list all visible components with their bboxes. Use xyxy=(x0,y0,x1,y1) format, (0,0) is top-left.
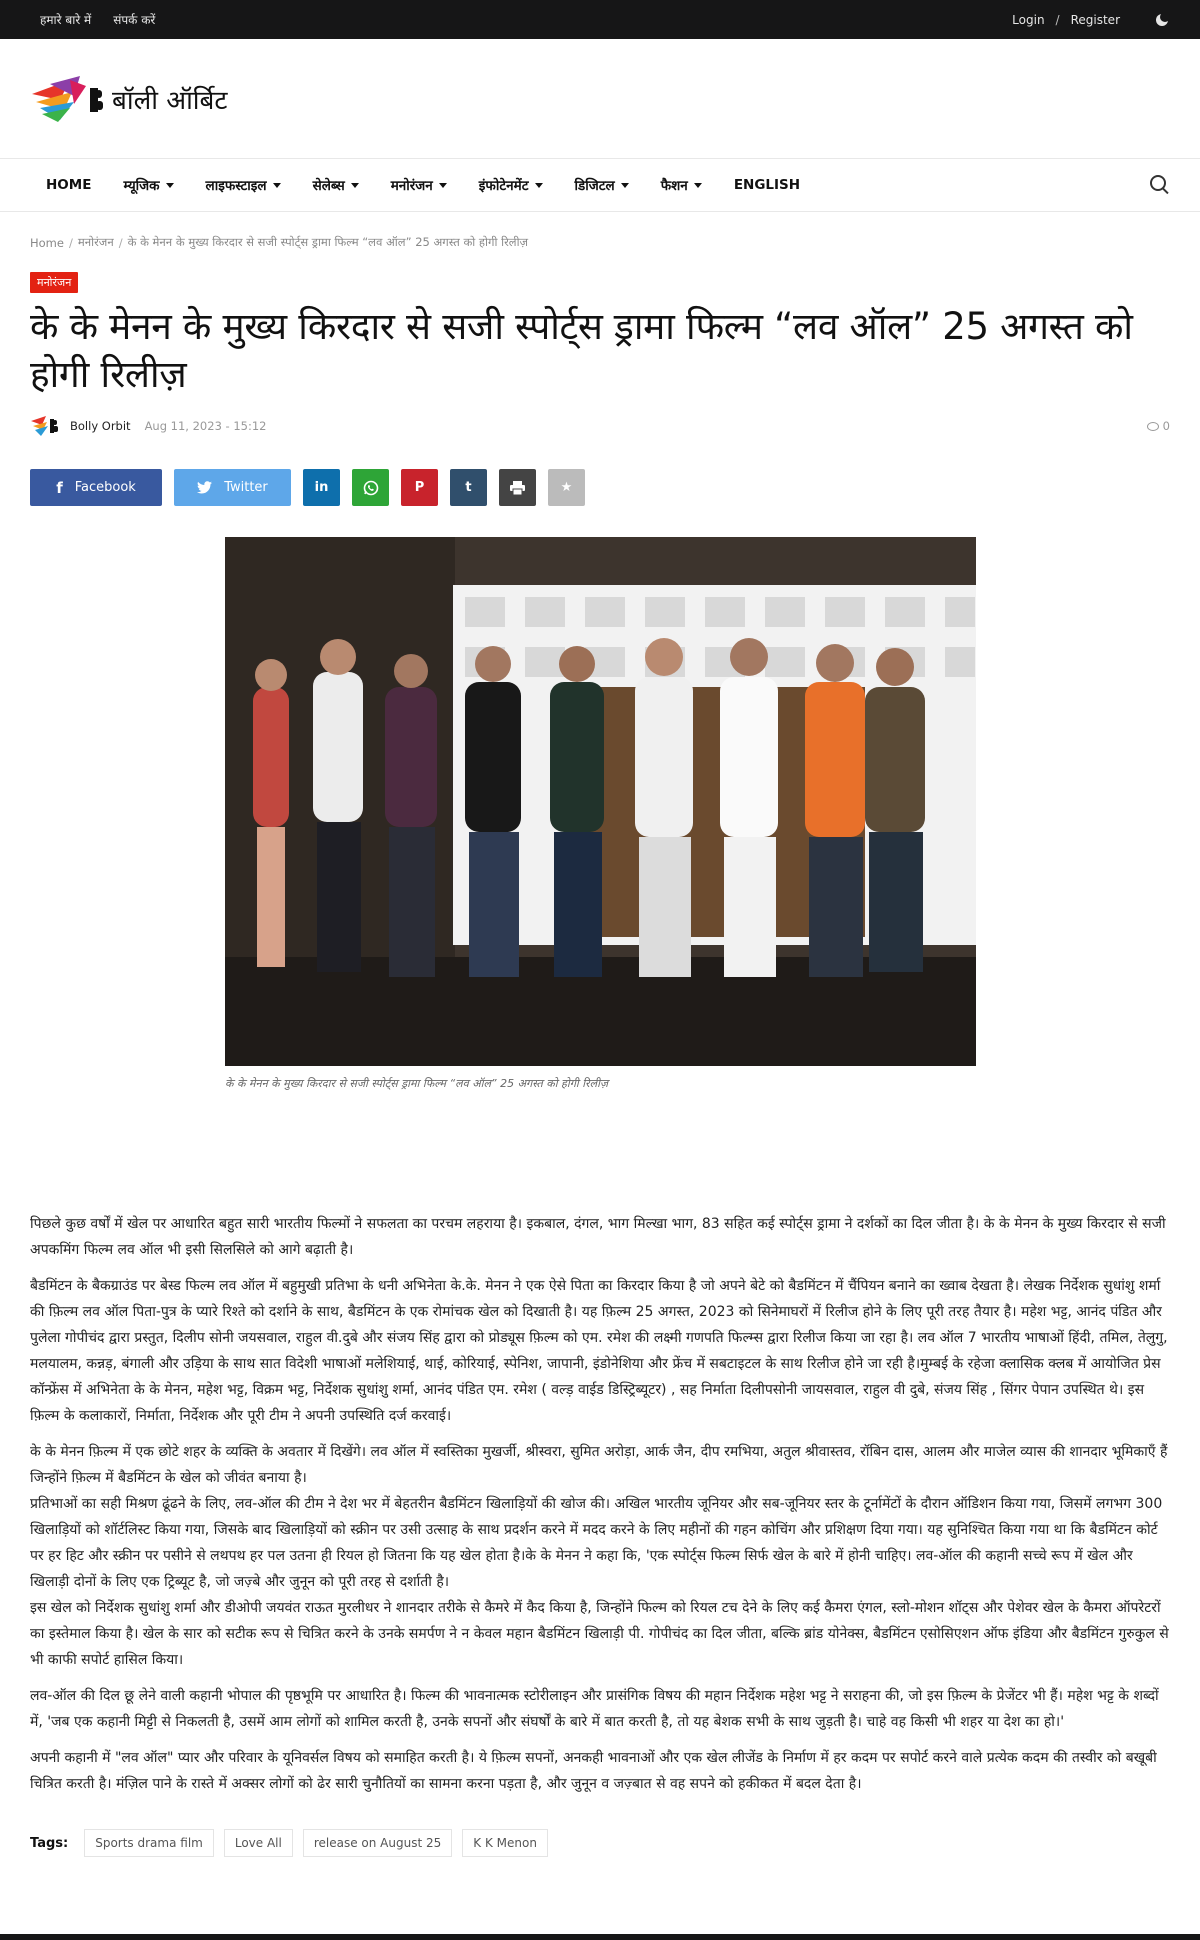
article-figure xyxy=(225,537,976,1091)
nav-item[interactable] xyxy=(391,176,447,194)
search-icon[interactable] xyxy=(1150,175,1170,195)
share-tumblr-button[interactable] xyxy=(450,469,487,506)
author-name[interactable]: Bolly Orbit xyxy=(70,419,131,433)
site-header xyxy=(0,39,1200,159)
image-caption: के के मेनन के मुख्य किरदार से सजी स्पोर्ट्स ड्रामा फिल्म “लव ऑल” 25 अगस्त को होगी रिलीज़ xyxy=(225,1077,609,1090)
article-paragraph: पिछले कुछ वर्षों में खेल पर आधारित बहुत सारी भारतीय फिल्मों ने सफलता का परचम लहराया है। इकबाल, दंगल, भाग मिल्खा भाग, 83 सहित कई स्पोर्ट्स ड्रामा ने दर्शकों का दिल जीता है। के के मेनन के मुख्य किरदार से सजी अपकमिंग फिल्म लव ऑल भी इसी सिलसिले को आगे बढ़ाती है। xyxy=(30,1216,1166,1258)
top-bar xyxy=(0,0,1200,39)
top-bar-links xyxy=(40,11,177,28)
main-nav xyxy=(0,159,1200,212)
share-twitter-button[interactable] xyxy=(174,469,291,506)
nav-item-label: ENGLISH xyxy=(733,177,801,193)
tag-link[interactable]: Sports drama film xyxy=(84,1829,214,1857)
article-container xyxy=(0,235,1200,1857)
chevron-down-icon xyxy=(273,183,281,188)
breadcrumb-separator: / xyxy=(68,235,73,250)
publish-date: Aug 11, 2023 - 15:12 xyxy=(144,419,267,433)
article-paragraph: बैडमिंटन के बैकग्राउंड पर बेस्ड फिल्म लव ऑल में बहुमुखी प्रतिभा के धनी अभिनेता के.के. मेनन ने एक ऐसे पिता का किरदार किया है जो अपने बेटे को बैडमिंटन में चैंपियन बनाने का ख्वाब देखता है। लेखक निर्देशक सुधांशु शर्मा की फ़िल्म लव ऑल पिता-पुत्र के प्यारे रिश्ते को दर्शाने के साथ, बैडमिंटन के एक रोमांचक खेल को दिखाती है। यह फ़िल्म 25 अगस्त, 2023 को सिनेमाघरों में रिलीज होने के लिए पूरी तरह तैयार है। महेश भट्ट, आनंद पंडित और पुलेला गोपीचंद द्वारा प्रस्तुत, दिलीप सोनी जयसवाल, राहुल वी.दुबे और संजय सिंह द्वारा को प्रोड्यूस फ़िल्म को एम. रमेश की लक्ष्मी गणपति फिल्म्स द्वारा रिलीज किया जा रहा है। लव ऑल 7 भारतीय भाषाओं हिंदी, तमिल, तेलुगु, मलयालम, कन्नड़, बंगाली और उड़िया के साथ सात विदेशी भाषाओं मलेशियाई, थाई, कोरियाई, स्पेनिश, जापानी, इंडोनेशिया और फ्रेंच में सबटाइटल के साथ रिलीज होने जा रही है।मुम्बई के रहेजा क्लासिक क्लब में आयोजित प्रेस कॉन्फ्रेंस में अभिनेता के के मेनन, महेश भट्ट, विक्रम भट्ट, निर्देशक सुधांशु शर्मा, आनंद पंडित एम. रमेश ( वल्ड़ वाईड डिस्ट्रिब्यूटर) , सह निर्माता दिलीपसोनी जायसवाल, राहुल वी दुबे, संजय सिंह , सिंगर पेपान उपस्थित थे। इस फ़िल्म के कलाकारों, निर्माता, निर्देशक और पूरी टीम ने अपनी उपस्थिति दर्ज करवाई। xyxy=(30,1278,1168,1424)
tag-link[interactable]: Love All xyxy=(224,1829,293,1857)
nav-item-label: HOME xyxy=(46,177,92,193)
logo-bird-icon xyxy=(30,74,110,124)
share-pinterest-button[interactable] xyxy=(401,469,438,506)
logo-text: बॉली ऑर्बिट xyxy=(112,85,228,116)
nav-item[interactable] xyxy=(46,177,91,193)
site-logo[interactable] xyxy=(30,74,228,124)
article-paragraph: इस खेल को निर्देशक सुधांशु शर्मा और डीओपी जयवंत राऊत मुरलीधर ने शानदार तरीके से कैमरे में कैद किया है, जिन्होंने फिल्म को रियल टच देने के लिए कई कैमरा एंगल, स्लो-मोशन शॉट्स और पेशेवर खेल के कैमरा ऑपरेटरों का इस्तेमाल किया है। खेल के सार को सटीक रूप से चित्रित करने के उनके समर्पण ने न केवल महान बैडमिंटन खिलाड़ी पी. गोपीचंद का दिल जीता, बल्कि ब्रांड योनेक्स, बैडमिंटन एसोसिएशन ऑफ इंडिया और बैडमिंटन गुरुकुल से भी काफी सपोर्ट हासिल किया। xyxy=(30,1600,1169,1668)
nav-item[interactable] xyxy=(313,176,359,194)
share-facebook-button[interactable] xyxy=(30,469,162,506)
breadcrumb-home[interactable]: Home xyxy=(30,235,64,250)
nav-item-label: डिजिटल xyxy=(574,178,615,194)
nav-item[interactable] xyxy=(734,177,800,193)
breadcrumb xyxy=(30,235,1170,250)
twitter-bird-icon xyxy=(197,481,212,494)
tags-label: Tags: xyxy=(30,1835,69,1851)
nav-item-label: मनोरंजन xyxy=(390,178,433,194)
comment-icon xyxy=(1147,422,1159,431)
tumblr-icon: t xyxy=(465,480,472,495)
article-paragraph: के के मेनन फ़िल्म में एक छोटे शहर के व्यक्ति के अवतार में दिखेंगे। लव ऑल में स्वस्तिका मुखर्जी, श्रीस्वरा, सुमित अरोड़ा, आर्क जैन, दीप रमभिया, अतुल श्रीवास्तव, रॉबिन दास, आलम और माजेल व्यास की शानदार भूमिकाएँ हैं जिन्होंने फ़िल्म में बैडमिंटन के खेल को जीवंत बनाया है। xyxy=(30,1444,1168,1486)
chevron-down-icon xyxy=(621,183,629,188)
chevron-down-icon xyxy=(694,183,702,188)
print-button[interactable] xyxy=(499,469,536,506)
article-paragraph: अपनी कहानी में "लव ऑल" प्यार और परिवार के यूनिवर्सल विषय को समाहित करती है। ये फ़िल्म सपनों, अनकही भावनाओं और एक खेल लीजेंड के निर्माण में हर कदम पर सपोर्ट करने वाले प्रत्येक कदम की तस्वीर को बखूबी चित्रित करती है। मंज़िल पाने के रास्ते में अक्सर लोगों को ढेर सारी चुनौतियों का सामना करना पड़ता है, और जुनून व जज़्बात से वह सपने को हकीकत में बदल देता है। xyxy=(30,1750,1157,1792)
whatsapp-icon xyxy=(363,480,379,496)
breadcrumb-category[interactable]: मनोरंजन xyxy=(77,235,114,249)
nav-list xyxy=(46,176,832,194)
linkedin-icon: in xyxy=(314,480,329,495)
footer-strip xyxy=(0,1934,1200,1940)
article-meta xyxy=(30,413,1170,439)
bookmark-star-button[interactable] xyxy=(548,469,585,506)
article-paragraph: प्रतिभाओं का सही मिश्रण ढूंढने के लिए, लव-ऑल की टीम ने देश भर में बेहतरीन बैडमिंटन खिलाड़ियों की खोज की। अखिल भारतीय जूनियर और सब-जूनियर स्तर के टूर्नामेंटों के दौरान ऑडिशन किया गया, जिसमें लगभग 300 खिलाड़ियों को शॉर्टलिस्ट किया गया, जिसके बाद खिलाड़ियों को स्क्रीन पर उसी उत्साह के साथ प्रदर्शन करने में मदद करने के लिए महीनों की गहन कोचिंग और प्रशिक्षण दिया गया। यह सुनिश्चित किया गया था कि बैडमिंटन कोर्ट पर हर हिट और स्क्रीन पर पसीने से लथपथ हर पल उतना ही रियल हो जितना कि यह खेल होता है।के के मेनन ने कहा कि, 'एक स्पोर्ट्स फिल्म सिर्फ खेल के बारे में होनी चाहिए। लव-ऑल की कहानी सच्चे रूप में खेल और खिलाड़ी दोनों के लिए एक ट्रिब्यूट है, जो जज़्बे और जुनून को पूरी तरह से दर्शाती है। xyxy=(30,1496,1163,1590)
tag-link[interactable]: K K Menon xyxy=(462,1829,548,1857)
chevron-down-icon xyxy=(166,183,174,188)
chevron-down-icon xyxy=(535,183,543,188)
share-buttons xyxy=(30,469,1170,506)
nav-item[interactable] xyxy=(661,176,702,194)
breadcrumb-separator: / xyxy=(118,235,123,250)
nav-item-label: फैशन xyxy=(660,178,688,194)
tags-section xyxy=(30,1829,1170,1857)
share-facebook-label: Facebook xyxy=(74,480,136,495)
top-bar-account xyxy=(1012,13,1170,27)
article-title: के के मेनन के मुख्य किरदार से सजी स्पोर्ट्स ड्रामा फिल्म “लव ऑल” 25 अगस्त को होगी रिलीज़ xyxy=(30,305,1133,396)
article-body xyxy=(30,1211,1170,1797)
breadcrumb-current: के के मेनन के मुख्य किरदार से सजी स्पोर्ट्स ड्रामा फिल्म “लव ऑल” 25 अगस्त को होगी रिलीज़ xyxy=(127,235,529,249)
nav-item[interactable] xyxy=(575,176,629,194)
contact-link[interactable]: संपर्क करें xyxy=(113,13,156,27)
comment-count-value: 0 xyxy=(1162,419,1170,433)
avatar[interactable] xyxy=(30,413,60,439)
article-paragraph: लव-ऑल की दिल छू लेने वाली कहानी भोपाल की पृष्ठभूमि पर आधारित है। फिल्म की भावनात्मक स्टोरीलाइन और प्रासंगिक विषय की महान निर्देशक महेश भट्ट ने सराहना की, जो इस फ़िल्म के प्रेजेंटर भी हैं। महेश भट्ट के शब्दों में, 'जब एक कहानी मिट्टी से निकलती है, उसमें आम लोगों को शामिल करती है, उनके सपनों और संघर्षों के बारे में बात करती है, तो यह बेशक सभी के साथ जुड़ती है। चाहे वह किसी भी शहर या देश का हो।' xyxy=(30,1688,1159,1730)
nav-item-label: म्यूजिक xyxy=(123,178,160,194)
chevron-down-icon xyxy=(439,183,447,188)
star-icon: ★ xyxy=(560,480,573,495)
featured-image[interactable] xyxy=(225,537,976,1066)
share-whatsapp-button[interactable] xyxy=(352,469,389,506)
author-info xyxy=(30,413,267,439)
login-register-separator: / xyxy=(1055,12,1060,27)
nav-item-label: सेलेब्स xyxy=(312,178,345,194)
nav-item-label: लाइफस्टाइल xyxy=(205,178,267,194)
tag-link[interactable]: release on August 25 xyxy=(303,1829,452,1857)
nav-item-label: इंफोटेनमेंट xyxy=(478,178,529,194)
dark-mode-moon-icon[interactable] xyxy=(1156,13,1170,27)
facebook-icon: f xyxy=(56,478,63,497)
printer-icon xyxy=(510,481,525,495)
login-link[interactable]: Login xyxy=(1012,12,1045,27)
about-link[interactable]: हमारे बारे में xyxy=(40,13,92,27)
share-linkedin-button[interactable] xyxy=(303,469,340,506)
nav-item[interactable] xyxy=(479,176,543,194)
pinterest-icon: P xyxy=(414,480,425,495)
category-badge[interactable]: मनोरंजन xyxy=(30,272,78,293)
nav-item[interactable] xyxy=(206,176,281,194)
register-link[interactable]: Register xyxy=(1070,12,1120,27)
comment-count[interactable] xyxy=(1147,419,1170,433)
share-twitter-label: Twitter xyxy=(224,480,268,495)
chevron-down-icon xyxy=(351,183,359,188)
nav-item[interactable] xyxy=(123,176,173,194)
